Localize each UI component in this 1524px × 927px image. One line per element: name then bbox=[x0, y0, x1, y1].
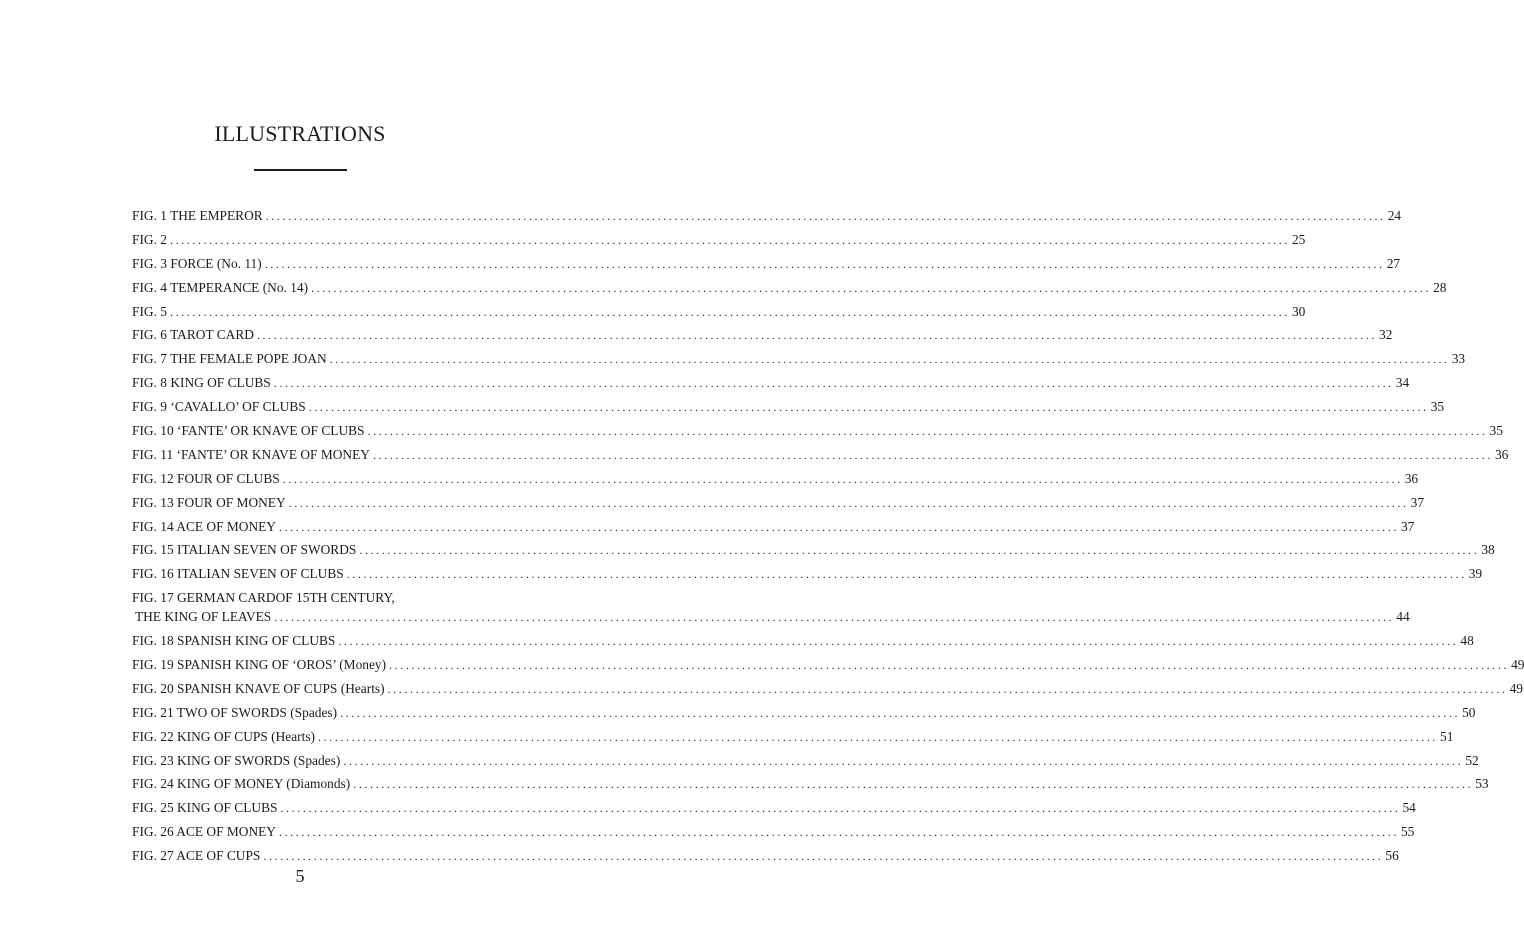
entry-page-number: 49 bbox=[1509, 680, 1523, 696]
list-item bbox=[132, 254, 1401, 274]
list-item bbox=[132, 397, 1445, 417]
entry-title: FIG. 21 TWO OF SWORDS (Spades) bbox=[132, 704, 338, 720]
list-item bbox=[132, 421, 1503, 441]
entry-title: FIG. 26 ACE OF MONEY bbox=[132, 824, 276, 840]
list-item bbox=[132, 278, 1447, 298]
entry-title: FIG. 22 KING OF CUPS (Hearts) bbox=[132, 728, 316, 744]
entry-title: FIG. 11 ‘FANTE’ OR KNAVE OF MONEY bbox=[132, 446, 370, 462]
entry-title: FIG. 17 GERMAN CARDOF 15TH CENTURY, bbox=[132, 590, 395, 606]
entry-page-number: 35 bbox=[1430, 399, 1445, 415]
list-item bbox=[132, 540, 1495, 560]
entry-page-number: 30 bbox=[1291, 303, 1306, 319]
list-item bbox=[132, 703, 1476, 723]
entry-title: FIG. 25 KING OF CLUBS bbox=[132, 800, 278, 816]
entry-page-number: 48 bbox=[1460, 633, 1474, 649]
entry-page-number: 51 bbox=[1440, 728, 1454, 744]
entry-title: FIG. 1 THE EMPEROR bbox=[132, 208, 263, 223]
dot-leader: ........................................................................................................................................................................................................ bbox=[264, 256, 1385, 271]
list-item bbox=[132, 349, 1466, 369]
list-item bbox=[132, 774, 1489, 794]
list-item bbox=[132, 751, 1479, 771]
entry-page-number: 53 bbox=[1475, 776, 1489, 792]
dot-leader: ........................................................................................................................................................................................................ bbox=[338, 634, 1459, 649]
list-item bbox=[132, 822, 1415, 842]
entry-page-number: 36 bbox=[1404, 470, 1419, 486]
list-item bbox=[132, 655, 1524, 675]
list-item bbox=[132, 325, 1393, 345]
entry-page-number: 56 bbox=[1385, 848, 1399, 864]
entry-title: FIG. 10 ‘FANTE’ OR KNAVE OF CLUBS bbox=[132, 423, 365, 439]
entry-page-number: 44 bbox=[1396, 609, 1410, 625]
entry-title: FIG. 16 ITALIAN SEVEN OF CLUBS bbox=[132, 566, 344, 582]
dot-leader: ........................................................................................................................................................................................................ bbox=[318, 729, 1439, 744]
list-item bbox=[132, 517, 1415, 537]
dot-leader: ........................................................................................................................................................................................................ bbox=[359, 543, 1480, 558]
entry-page-number: 33 bbox=[1451, 351, 1466, 367]
entry-page-number: 24 bbox=[1387, 208, 1402, 223]
entry-page-number: 55 bbox=[1400, 824, 1415, 840]
entry-title: FIG. 2 bbox=[132, 231, 167, 247]
entry-title: FIG. 4 TEMPERANCE (No. 14) bbox=[132, 279, 309, 295]
entry-page-number: 28 bbox=[1433, 279, 1447, 295]
list-item bbox=[132, 230, 1306, 250]
title-underline bbox=[254, 169, 347, 171]
dot-leader: ........................................................................................................................................................................................................ bbox=[263, 849, 1384, 864]
dot-leader: ........................................................................................................................................................................................................ bbox=[343, 753, 1464, 768]
list-item bbox=[132, 727, 1454, 747]
dot-leader: ........................................................................................................................................................................................................ bbox=[282, 471, 1403, 486]
dot-leader: ........................................................................................................................................................................................................ bbox=[278, 519, 1399, 534]
dot-leader: ........................................................................................................................................................................................................ bbox=[256, 328, 1377, 343]
entry-page-number: 38 bbox=[1481, 542, 1495, 558]
entry-title: FIG. 19 SPANISH KING OF ‘OROS’ (Money) bbox=[132, 657, 387, 673]
page-title: ILLUSTRATIONS bbox=[214, 121, 386, 146]
list-item bbox=[132, 798, 1416, 818]
entry-page-number: 32 bbox=[1378, 327, 1393, 343]
entry-title: FIG. 3 FORCE (No. 11) bbox=[132, 255, 262, 271]
entry-page-number: 52 bbox=[1465, 752, 1479, 768]
entry-title-continued: THE KING OF LEAVES bbox=[135, 609, 272, 625]
list-item bbox=[132, 206, 1402, 226]
illustrations-list bbox=[132, 206, 1524, 870]
entry-page-number: 39 bbox=[1468, 566, 1483, 582]
dot-leader: ........................................................................................................................................................................................................ bbox=[353, 777, 1474, 792]
dot-leader: ........................................................................................................................................................................................................ bbox=[311, 280, 1432, 295]
dot-leader: ........................................................................................................................................................................................................ bbox=[278, 825, 1399, 840]
dot-leader: ........................................................................................................................................................................................................ bbox=[274, 610, 1395, 625]
entry-page-number: 27 bbox=[1386, 255, 1401, 271]
list-item bbox=[132, 679, 1523, 699]
list-item bbox=[132, 588, 1410, 627]
dot-leader: ........................................................................................................................................................................................................ bbox=[389, 658, 1510, 673]
dot-leader: ........................................................................................................................................................................................................ bbox=[346, 567, 1467, 582]
entry-title: FIG. 6 TAROT CARD bbox=[132, 327, 254, 343]
dot-leader: ........................................................................................................................................................................................................ bbox=[280, 801, 1401, 816]
entry-title: FIG. 13 FOUR OF MONEY bbox=[132, 494, 286, 510]
list-item bbox=[132, 302, 1306, 322]
dot-leader: ........................................................................................................................................................................................................ bbox=[273, 376, 1394, 391]
entry-page-number: 25 bbox=[1291, 231, 1306, 247]
entry-title: FIG. 7 THE FEMALE POPE JOAN bbox=[132, 351, 327, 367]
entry-title: FIG. 12 FOUR OF CLUBS bbox=[132, 470, 280, 486]
dot-leader: ........................................................................................................................................................................................................ bbox=[372, 447, 1493, 462]
entry-page-number: 37 bbox=[1410, 494, 1425, 510]
entry-title: FIG. 15 ITALIAN SEVEN OF SWORDS bbox=[132, 542, 357, 558]
entry-title: FIG. 5 bbox=[132, 303, 167, 319]
list-item bbox=[132, 469, 1419, 489]
entry-page-number: 54 bbox=[1402, 800, 1416, 816]
entry-page-number: 34 bbox=[1395, 375, 1410, 391]
list-item bbox=[132, 493, 1425, 513]
dot-leader: ........................................................................................................................................................................................................ bbox=[308, 400, 1429, 415]
entry-title: FIG. 9 ‘CAVALLO’ OF CLUBS bbox=[132, 399, 306, 415]
list-item bbox=[132, 373, 1410, 393]
list-item bbox=[132, 846, 1399, 866]
dot-leader: ........................................................................................................................................................................................................ bbox=[169, 232, 1290, 247]
dot-leader: ........................................................................................................................................................................................................ bbox=[367, 424, 1488, 439]
dot-leader: ........................................................................................................................................................................................................ bbox=[340, 705, 1461, 720]
entry-title: FIG. 14 ACE OF MONEY bbox=[132, 518, 276, 534]
entry-page-number: 36 bbox=[1494, 446, 1509, 462]
list-item bbox=[132, 564, 1483, 584]
dot-leader: ........................................................................................................................................................................................................ bbox=[329, 352, 1450, 367]
dot-leader: ........................................................................................................................................................................................................ bbox=[387, 681, 1508, 696]
entry-title: FIG. 23 KING OF SWORDS (Spades) bbox=[132, 752, 341, 768]
entry-title: FIG. 24 KING OF MONEY (Diamonds) bbox=[132, 776, 351, 792]
dot-leader: ........................................................................................................................................................................................................ bbox=[169, 304, 1290, 319]
dot-leader: ........................................................................................................................................................................................................ bbox=[288, 495, 1409, 510]
entry-page-number: 35 bbox=[1489, 423, 1503, 439]
entry-title: FIG. 27 ACE OF CUPS bbox=[132, 848, 261, 864]
dot-leader: ........................................................................................................................................................................................................ bbox=[265, 209, 1386, 223]
entry-page-number: 37 bbox=[1400, 518, 1415, 534]
page-number: 5 bbox=[295, 866, 305, 886]
entry-page-number: 50 bbox=[1462, 704, 1476, 720]
entry-page-number: 49 bbox=[1511, 657, 1524, 673]
entry-title: FIG. 20 SPANISH KNAVE OF CUPS (Hearts) bbox=[132, 680, 385, 696]
list-item bbox=[132, 631, 1474, 651]
entry-title: FIG. 8 KING OF CLUBS bbox=[132, 375, 271, 391]
list-item bbox=[132, 445, 1509, 465]
entry-title: FIG. 18 SPANISH KING OF CLUBS bbox=[132, 633, 336, 649]
